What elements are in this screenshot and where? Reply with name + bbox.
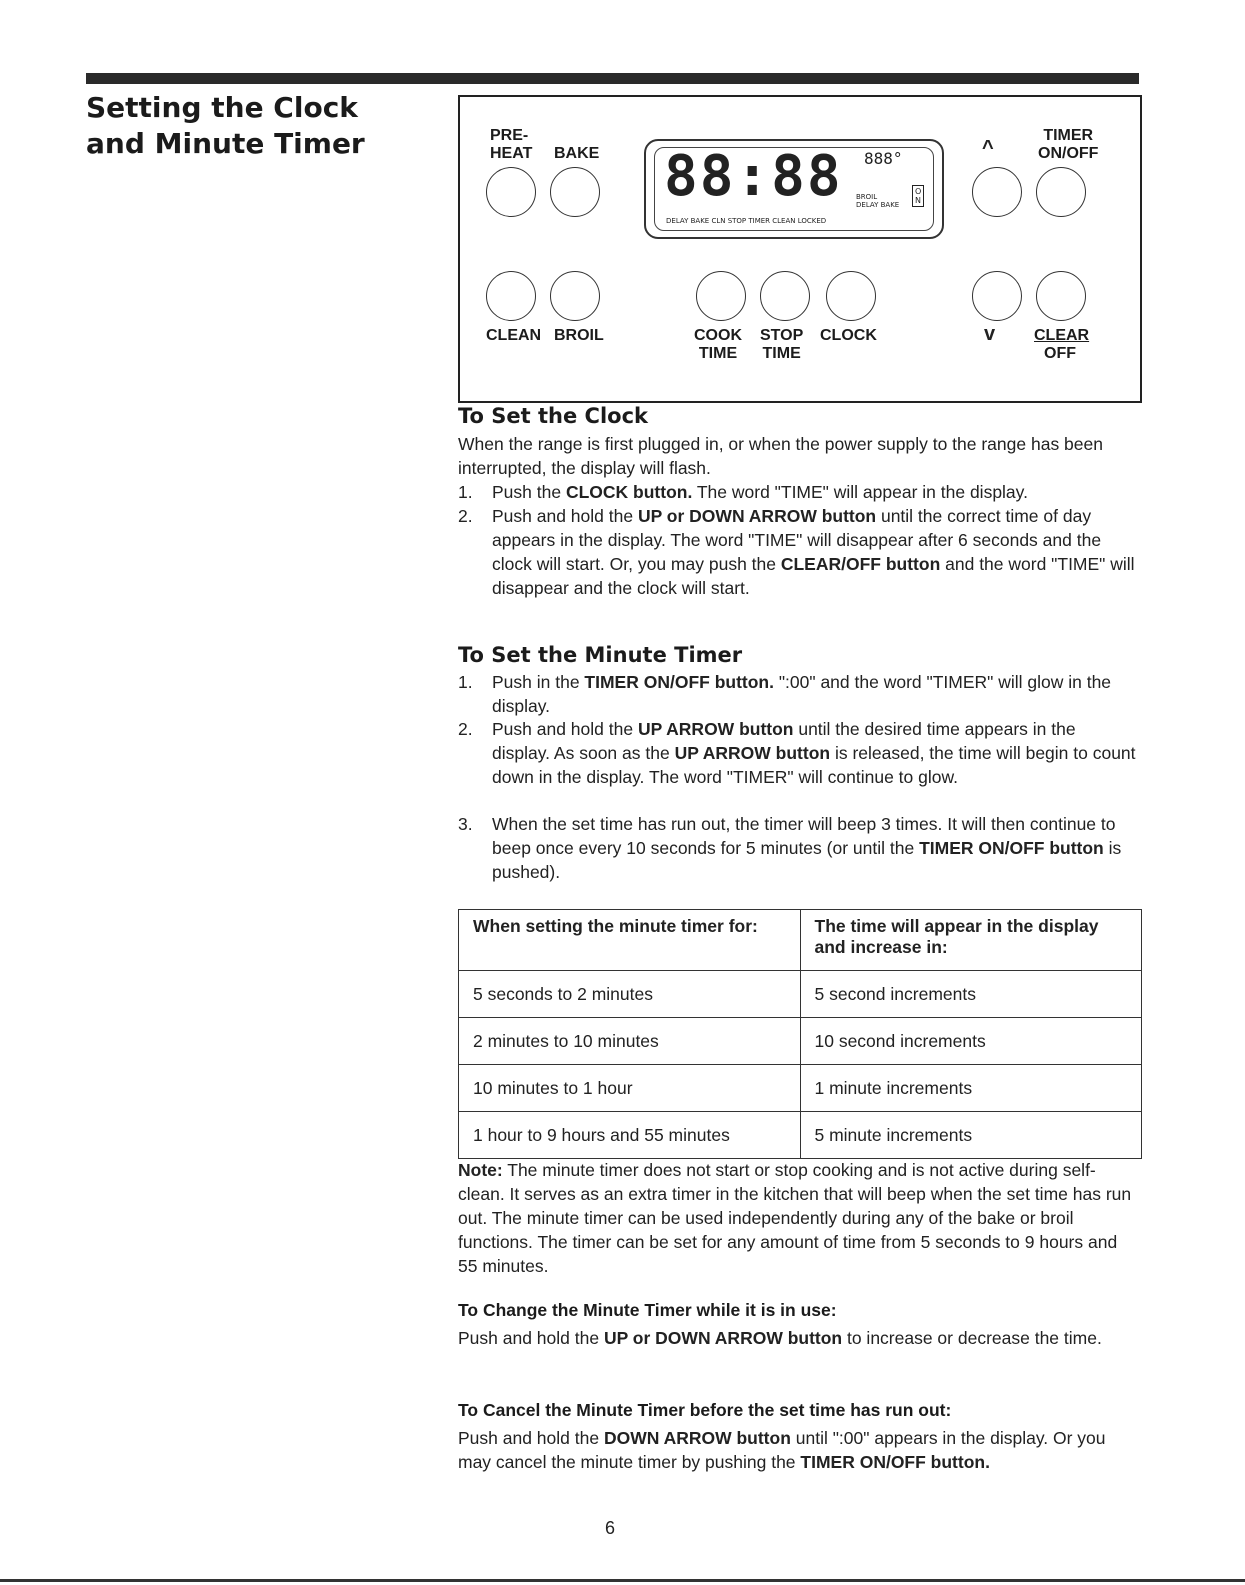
clear-label: CLEAR bbox=[1034, 327, 1090, 344]
down-arrow-button bbox=[972, 271, 1022, 321]
table-row bbox=[459, 971, 1142, 1018]
note-paragraph: Note: The minute timer does not start or stop cooking and is not active during self-clean. It serves as an extra timer in the kitchen that will beep when the set time has run out. The minute timer can be used independently during any of the bake or broil functions. The timer can be set for any amount of time from 5 seconds to 9 hours and 55 minutes. bbox=[458, 1160, 1132, 1276]
table-cell: 5 second increments bbox=[800, 971, 1142, 1018]
step-text: Push and hold the UP or DOWN ARROW button until the correct time of day appears in the display. The word "TIME" will disappear after 6 seconds and the clock will start. Or, you may push the CLEAR/OFF button and the word "TIME" will disappear and the clock will start. bbox=[492, 506, 1135, 598]
timer-step-2 bbox=[458, 717, 1138, 789]
note-label: Note: bbox=[458, 1160, 503, 1180]
clock-step-2 bbox=[458, 504, 1138, 600]
down-arrow-icon: v bbox=[984, 323, 996, 345]
page-title: Setting the Clock and Minute Timer bbox=[86, 91, 365, 160]
timer-onoff-button bbox=[1036, 167, 1086, 217]
bake-label: BAKE bbox=[554, 145, 600, 162]
header-rule bbox=[86, 73, 1139, 84]
timer-step-3 bbox=[458, 812, 1138, 884]
table-cell: 5 minute increments bbox=[800, 1112, 1142, 1159]
table-header-row bbox=[459, 910, 1142, 971]
change-paragraph: Push and hold the UP or DOWN ARROW button to increase or decrease the time. bbox=[458, 1328, 1102, 1348]
cook-time-label: COOK TIME bbox=[694, 327, 742, 362]
display-mode-labels: BROIL DELAY BAKE bbox=[856, 193, 900, 209]
increment-table bbox=[458, 909, 1142, 1159]
table-cell: 2 minutes to 10 minutes bbox=[459, 1018, 801, 1065]
table-row bbox=[459, 1018, 1142, 1065]
display-on-indicator: O N bbox=[912, 185, 924, 207]
table-cell: 10 minutes to 1 hour bbox=[459, 1065, 801, 1112]
table-header-cell: The time will appear in the display and increase in: bbox=[800, 910, 1142, 971]
step-number: 2. bbox=[458, 506, 473, 526]
stop-time-label: STOP TIME bbox=[760, 327, 804, 362]
step-number: 3. bbox=[458, 814, 473, 834]
display-panel bbox=[644, 139, 944, 239]
table-cell: 1 minute increments bbox=[800, 1065, 1142, 1112]
cancel-heading: To Cancel the Minute Timer before the set time has run out: bbox=[458, 1400, 952, 1420]
page-number: 6 bbox=[605, 1518, 616, 1538]
cook-time-button bbox=[696, 271, 746, 321]
step-number: 1. bbox=[458, 672, 473, 692]
timer-step-1 bbox=[458, 670, 1138, 718]
table-row bbox=[459, 1065, 1142, 1112]
clock-label: CLOCK bbox=[820, 327, 877, 344]
stop-time-button bbox=[760, 271, 810, 321]
clear-off-button bbox=[1036, 271, 1086, 321]
clock-step-1 bbox=[458, 480, 1138, 504]
up-arrow-icon: ^ bbox=[982, 137, 994, 159]
step-number: 2. bbox=[458, 719, 473, 739]
off-label: OFF bbox=[1044, 345, 1076, 362]
preheat-button bbox=[486, 167, 536, 217]
bake-button bbox=[550, 167, 600, 217]
table-header-cell: When setting the minute timer for: bbox=[459, 910, 801, 971]
clock-intro: When the range is first plugged in, or when the power supply to the range has been interrupted, the display will flash. bbox=[458, 434, 1103, 478]
table-cell: 1 hour to 9 hours and 55 minutes bbox=[459, 1112, 801, 1159]
clock-heading: To Set the Clock bbox=[458, 404, 648, 428]
step-number: 1. bbox=[458, 482, 473, 502]
table-row bbox=[459, 1112, 1142, 1159]
broil-label: BROIL bbox=[554, 327, 604, 344]
control-panel-diagram bbox=[458, 95, 1142, 403]
step-text: Push and hold the UP ARROW button until the desired time appears in the display. As soon as the UP ARROW button is released, the time will begin to count down in the display. The word "TIMER" will continue to glow. bbox=[492, 719, 1136, 787]
clean-label: CLEAN bbox=[486, 327, 542, 344]
timer-onoff-label: TIMER ON/OFF bbox=[1038, 127, 1099, 162]
page-bottom-edge bbox=[0, 1579, 1245, 1582]
timer-heading: To Set the Minute Timer bbox=[458, 643, 743, 667]
change-heading: To Change the Minute Timer while it is in use: bbox=[458, 1300, 837, 1320]
display-temp-digits: 888° bbox=[864, 149, 903, 168]
display-digits: 88:88 bbox=[664, 144, 843, 209]
step-text: Push in the TIMER ON/OFF button. ":00" and the word "TIMER" will glow in the display. bbox=[492, 672, 1112, 716]
clock-button bbox=[826, 271, 876, 321]
broil-button bbox=[550, 271, 600, 321]
clean-button bbox=[486, 271, 536, 321]
table-cell: 10 second increments bbox=[800, 1018, 1142, 1065]
up-arrow-button bbox=[972, 167, 1022, 217]
preheat-label: PRE- HEAT bbox=[490, 127, 533, 162]
step-text: When the set time has run out, the timer will beep 3 times. It will then continue to beep once every 10 seconds for 5 minutes (or until the TIMER ON/OFF button is pushed). bbox=[492, 814, 1122, 882]
step-text: Push the CLOCK button. The word "TIME" will appear in the display. bbox=[492, 482, 1028, 502]
display-status-labels: DELAY BAKE CLN STOP TIMER CLEAN LOCKED bbox=[666, 217, 827, 225]
table-cell: 5 seconds to 2 minutes bbox=[459, 971, 801, 1018]
cancel-paragraph: Push and hold the DOWN ARROW button until ":00" appears in the display. Or you may cancel the minute timer by pushing the TIMER ON/OFF button. bbox=[458, 1428, 1106, 1472]
